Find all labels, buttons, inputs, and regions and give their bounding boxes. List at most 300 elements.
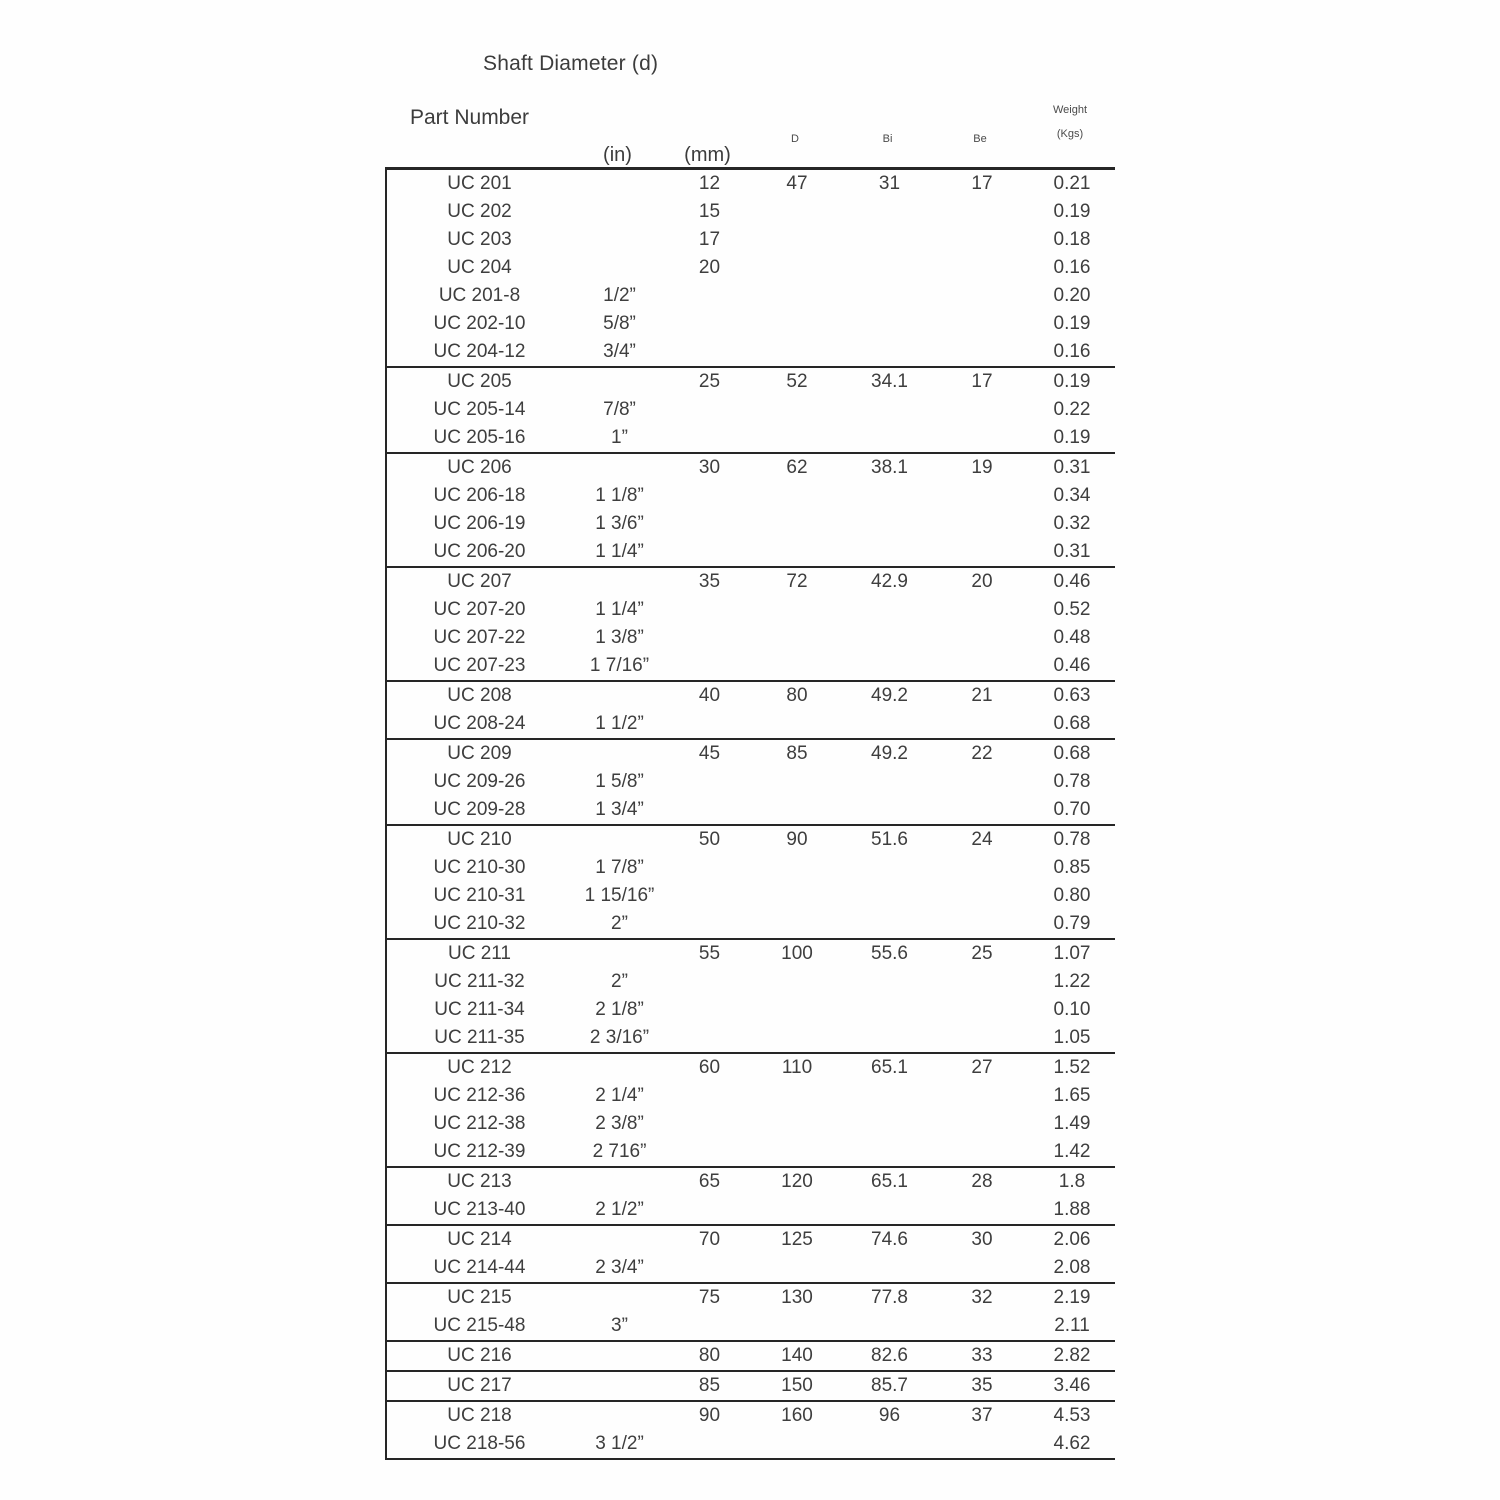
- cell-wt: 0.52: [1053, 599, 1091, 620]
- cell-bi: [842, 510, 937, 538]
- cell-mm: [667, 910, 752, 938]
- table-row: [387, 596, 1115, 624]
- cell-in: [572, 1168, 667, 1196]
- cell-be: [937, 1254, 1027, 1282]
- cell-be: [937, 1312, 1027, 1340]
- cell-wt: 0.19: [1053, 313, 1091, 334]
- cell-in: [572, 368, 667, 396]
- cell-part: UC 212-36: [433, 1085, 526, 1106]
- cell-part: UC 202: [447, 201, 512, 222]
- col-header-weight-line2: (Kgs): [1056, 128, 1084, 140]
- cell-wt: 0.10: [1053, 999, 1091, 1020]
- cell-in: 2 3/16”: [589, 1027, 650, 1048]
- table-group: [387, 1402, 1115, 1460]
- table-group: [387, 454, 1115, 568]
- cell-bi: 34.1: [871, 371, 908, 392]
- cell-bi: 96: [878, 1405, 901, 1426]
- cell-mm: 80: [698, 1345, 721, 1366]
- cell-bi: [842, 910, 937, 938]
- cell-part: UC 208-24: [433, 713, 526, 734]
- cell-be: [937, 882, 1027, 910]
- cell-wt: 0.16: [1053, 257, 1091, 278]
- cell-in: 1 1/8”: [595, 485, 644, 506]
- cell-bi: [842, 596, 937, 624]
- table-row: [387, 1054, 1115, 1082]
- cell-wt: 0.31: [1053, 457, 1091, 478]
- cell-bi: [842, 310, 937, 338]
- cell-part: UC 211-32: [434, 971, 525, 992]
- cell-in: 1 15/16”: [584, 885, 655, 906]
- cell-in: 1”: [611, 427, 628, 448]
- cell-part: UC 209-26: [433, 771, 526, 792]
- cell-part: UC 207-22: [433, 627, 526, 648]
- cell-mm: 25: [698, 371, 721, 392]
- cell-in: 1 3/8”: [595, 627, 644, 648]
- cell-be: [937, 424, 1027, 452]
- cell-be: [937, 910, 1027, 938]
- cell-in: 2 716”: [592, 1141, 647, 1162]
- cell-mm: 17: [698, 229, 721, 250]
- cell-d: [752, 1312, 842, 1340]
- cell-wt: 2.08: [1053, 1257, 1091, 1278]
- cell-d: 72: [786, 571, 808, 592]
- cell-wt: 0.18: [1053, 229, 1091, 250]
- cell-be: [937, 624, 1027, 652]
- table-row: [387, 310, 1115, 338]
- cell-be: [937, 1110, 1027, 1138]
- cell-in: 1 7/8”: [595, 857, 644, 878]
- cell-be: 32: [971, 1287, 993, 1308]
- cell-bi: 38.1: [871, 457, 908, 478]
- col-header-be: Be: [973, 133, 987, 145]
- cell-wt: 0.19: [1053, 427, 1091, 448]
- table-row: [387, 682, 1115, 710]
- table-group: [387, 1168, 1115, 1226]
- cell-wt: 0.78: [1053, 829, 1091, 850]
- table-row: [387, 1082, 1115, 1110]
- cell-part: UC 212: [447, 1057, 512, 1078]
- cell-d: [752, 910, 842, 938]
- cell-d: [752, 624, 842, 652]
- table-row: [387, 1024, 1115, 1052]
- table-group: [387, 1284, 1115, 1342]
- table-row: [387, 396, 1115, 424]
- table-row: [387, 1254, 1115, 1282]
- cell-mm: [667, 1082, 752, 1110]
- cell-be: [937, 1430, 1027, 1458]
- cell-bi: [842, 198, 937, 226]
- cell-be: [937, 1082, 1027, 1110]
- cell-bi: 74.6: [871, 1229, 908, 1250]
- cell-wt: 1.49: [1053, 1113, 1091, 1134]
- cell-wt: 2.19: [1053, 1287, 1091, 1308]
- cell-wt: 0.63: [1053, 685, 1091, 706]
- cell-d: [752, 482, 842, 510]
- cell-be: [937, 796, 1027, 824]
- cell-d: [752, 968, 842, 996]
- cell-mm: [667, 1254, 752, 1282]
- cell-bi: 31: [878, 173, 901, 194]
- table-group: [387, 170, 1115, 368]
- cell-mm: [667, 854, 752, 882]
- col-header-bi: Bi: [882, 133, 893, 145]
- cell-mm: 30: [698, 457, 721, 478]
- cell-be: 20: [971, 571, 993, 592]
- cell-wt: 0.68: [1053, 743, 1091, 764]
- table-row: [387, 940, 1115, 968]
- cell-mm: [667, 510, 752, 538]
- col-header-weight: [1025, 104, 1115, 167]
- cell-bi: [842, 652, 937, 680]
- cell-d: [752, 1430, 842, 1458]
- cell-d: [752, 768, 842, 796]
- cell-part: UC 204-12: [433, 341, 526, 362]
- cell-d: [752, 1110, 842, 1138]
- cell-in: 3”: [611, 1315, 628, 1336]
- cell-in: [572, 170, 667, 198]
- cell-in: 2 1/4”: [595, 1085, 644, 1106]
- cell-part: UC 217: [447, 1375, 512, 1396]
- cell-bi: [842, 968, 937, 996]
- cell-part: UC 205-16: [433, 427, 526, 448]
- cell-in: [572, 1402, 667, 1430]
- table-group: [387, 682, 1115, 740]
- table-row: [387, 454, 1115, 482]
- cell-wt: 1.22: [1053, 971, 1091, 992]
- cell-part: UC 211-35: [434, 1027, 525, 1048]
- cell-mm: [667, 796, 752, 824]
- cell-in: [572, 1226, 667, 1254]
- table-row: [387, 910, 1115, 938]
- cell-be: [937, 338, 1027, 366]
- cell-bi: 42.9: [871, 571, 908, 592]
- cell-d: 62: [786, 457, 808, 478]
- cell-in: 1/2”: [603, 285, 636, 306]
- cell-d: 85: [786, 743, 808, 764]
- table-row: [387, 882, 1115, 910]
- cell-be: [937, 538, 1027, 566]
- cell-in: [572, 1054, 667, 1082]
- table-group: [387, 568, 1115, 682]
- cell-in: 7/8”: [603, 399, 636, 420]
- cell-be: [937, 310, 1027, 338]
- table-row: [387, 1110, 1115, 1138]
- table-body: [385, 167, 1115, 1460]
- cell-bi: [842, 1430, 937, 1458]
- cell-part: UC 216: [447, 1345, 512, 1366]
- cell-d: [752, 538, 842, 566]
- cell-in: 1 1/4”: [595, 599, 644, 620]
- cell-part: UC 210-31: [433, 885, 526, 906]
- cell-d: [752, 396, 842, 424]
- cell-wt: 0.46: [1053, 571, 1091, 592]
- cell-in: [572, 940, 667, 968]
- table-row: [387, 796, 1115, 824]
- cell-wt: 1.52: [1053, 1057, 1091, 1078]
- cell-wt: 1.42: [1053, 1141, 1091, 1162]
- cell-mm: 70: [698, 1229, 721, 1250]
- cell-in: [572, 254, 667, 282]
- cell-be: 22: [971, 743, 993, 764]
- table-row: [387, 424, 1115, 452]
- cell-bi: 82.6: [871, 1345, 908, 1366]
- cell-in: [572, 1342, 667, 1370]
- cell-part: UC 210-32: [433, 913, 526, 934]
- table-group: [387, 1342, 1115, 1372]
- table-header: [385, 100, 1115, 167]
- cell-d: [752, 1024, 842, 1052]
- cell-bi: [842, 338, 937, 366]
- cell-part: UC 212-39: [433, 1141, 526, 1162]
- cell-be: 24: [971, 829, 993, 850]
- cell-bi: [842, 1082, 937, 1110]
- cell-mm: [667, 768, 752, 796]
- col-header-in: (in): [603, 144, 632, 166]
- cell-in: 1 1/4”: [595, 541, 644, 562]
- cell-part: UC 207-23: [433, 655, 526, 676]
- cell-be: 17: [971, 371, 993, 392]
- cell-part: UC 206-20: [433, 541, 526, 562]
- cell-bi: [842, 710, 937, 738]
- cell-in: [572, 1372, 667, 1400]
- cell-part: UC 201-8: [438, 285, 521, 306]
- cell-d: [752, 1082, 842, 1110]
- cell-wt: 4.62: [1053, 1433, 1091, 1454]
- table-row: [387, 1168, 1115, 1196]
- cell-mm: [667, 596, 752, 624]
- cell-bi: [842, 624, 937, 652]
- cell-d: 80: [786, 685, 808, 706]
- cell-d: [752, 310, 842, 338]
- cell-part: UC 205-14: [433, 399, 526, 420]
- cell-wt: 1.8: [1058, 1171, 1086, 1192]
- cell-be: 37: [971, 1405, 993, 1426]
- cell-wt: 1.07: [1053, 943, 1091, 964]
- cell-d: 130: [781, 1287, 813, 1308]
- cell-be: [937, 768, 1027, 796]
- table-group: [387, 740, 1115, 826]
- cell-in: [572, 226, 667, 254]
- table-row: [387, 968, 1115, 996]
- cell-part: UC 206-19: [433, 513, 526, 534]
- cell-bi: 65.1: [871, 1057, 908, 1078]
- cell-d: [752, 652, 842, 680]
- cell-wt: 0.19: [1053, 371, 1091, 392]
- cell-mm: 60: [698, 1057, 721, 1078]
- cell-in: 2 1/8”: [595, 999, 644, 1020]
- table-group: [387, 368, 1115, 454]
- table-row: [387, 198, 1115, 226]
- cell-be: 28: [971, 1171, 993, 1192]
- cell-mm: [667, 968, 752, 996]
- cell-wt: 0.46: [1053, 655, 1091, 676]
- cell-be: [937, 482, 1027, 510]
- cell-be: [937, 396, 1027, 424]
- cell-be: 17: [971, 173, 993, 194]
- cell-in: 2 1/2”: [595, 1199, 644, 1220]
- cell-wt: 0.78: [1053, 771, 1091, 792]
- cell-mm: [667, 1196, 752, 1224]
- cell-d: [752, 996, 842, 1024]
- cell-bi: [842, 882, 937, 910]
- cell-be: [937, 226, 1027, 254]
- cell-be: [937, 854, 1027, 882]
- cell-in: 1 3/4”: [595, 799, 644, 820]
- cell-in: 5/8”: [603, 313, 636, 334]
- cell-bi: [842, 1312, 937, 1340]
- cell-mm: 40: [698, 685, 721, 706]
- table-row: [387, 226, 1115, 254]
- cell-part: UC 207: [447, 571, 512, 592]
- cell-wt: 0.22: [1053, 399, 1091, 420]
- cell-in: 1 5/8”: [595, 771, 644, 792]
- cell-part: UC 211-34: [434, 999, 525, 1020]
- table-row: [387, 1372, 1115, 1400]
- table-row: [387, 1226, 1115, 1254]
- cell-mm: 75: [698, 1287, 721, 1308]
- cell-wt: 0.31: [1053, 541, 1091, 562]
- cell-d: 47: [786, 173, 808, 194]
- cell-d: [752, 510, 842, 538]
- cell-mm: [667, 310, 752, 338]
- cell-wt: 0.85: [1053, 857, 1091, 878]
- cell-bi: 49.2: [871, 743, 908, 764]
- table-row: [387, 1430, 1115, 1458]
- col-header-mm: (mm): [684, 144, 731, 166]
- cell-d: [752, 1138, 842, 1166]
- cell-wt: 2.11: [1054, 1315, 1090, 1336]
- table-row: [387, 1342, 1115, 1370]
- cell-in: 3/4”: [603, 341, 636, 362]
- cell-d: 120: [781, 1171, 813, 1192]
- cell-d: [752, 796, 842, 824]
- cell-d: [752, 424, 842, 452]
- cell-part: UC 214-44: [433, 1257, 526, 1278]
- cell-part: UC 215: [447, 1287, 512, 1308]
- table-row: [387, 624, 1115, 652]
- cell-mm: 55: [698, 943, 721, 964]
- cell-d: 140: [781, 1345, 813, 1366]
- cell-d: [752, 226, 842, 254]
- table-row: [387, 768, 1115, 796]
- cell-d: 52: [786, 371, 808, 392]
- cell-in: 2 3/4”: [595, 1257, 644, 1278]
- cell-bi: [842, 254, 937, 282]
- cell-mm: [667, 1138, 752, 1166]
- table-row: [387, 338, 1115, 366]
- cell-mm: [667, 1430, 752, 1458]
- cell-in: [572, 1284, 667, 1312]
- cell-wt: 0.79: [1053, 913, 1091, 934]
- cell-wt: 0.34: [1053, 485, 1091, 506]
- cell-bi: [842, 226, 937, 254]
- cell-mm: [667, 710, 752, 738]
- cell-mm: 65: [698, 1171, 721, 1192]
- cell-in: 2”: [611, 913, 628, 934]
- cell-bi: 85.7: [871, 1375, 908, 1396]
- cell-be: 35: [971, 1375, 993, 1396]
- col-header-part-number: Part Number: [410, 106, 530, 129]
- cell-be: [937, 968, 1027, 996]
- cell-mm: [667, 538, 752, 566]
- cell-be: 30: [971, 1229, 993, 1250]
- table-row: [387, 1402, 1115, 1430]
- cell-mm: [667, 482, 752, 510]
- cell-bi: [842, 796, 937, 824]
- table-row: [387, 1138, 1115, 1166]
- table-row: [387, 510, 1115, 538]
- cell-part: UC 213-40: [433, 1199, 526, 1220]
- cell-part: UC 212-38: [433, 1113, 526, 1134]
- cell-mm: [667, 882, 752, 910]
- cell-bi: 55.6: [871, 943, 908, 964]
- cell-bi: [842, 282, 937, 310]
- cell-bi: [842, 1254, 937, 1282]
- cell-d: [752, 854, 842, 882]
- table-row: [387, 538, 1115, 566]
- cell-be: [937, 652, 1027, 680]
- cell-d: 110: [781, 1057, 813, 1078]
- cell-part: UC 209-28: [433, 799, 526, 820]
- cell-part: UC 211: [447, 943, 511, 964]
- cell-part: UC 213: [447, 1171, 512, 1192]
- cell-mm: [667, 1312, 752, 1340]
- cell-wt: 3.46: [1053, 1375, 1091, 1396]
- cell-part: UC 210: [447, 829, 512, 850]
- table-row: [387, 1284, 1115, 1312]
- cell-mm: 35: [698, 571, 721, 592]
- cell-wt: 0.48: [1053, 627, 1091, 648]
- cell-d: 125: [781, 1229, 813, 1250]
- table-group: [387, 940, 1115, 1054]
- cell-wt: 0.16: [1053, 341, 1091, 362]
- cell-mm: [667, 424, 752, 452]
- cell-part: UC 207-20: [433, 599, 526, 620]
- cell-be: [937, 254, 1027, 282]
- table-row: [387, 282, 1115, 310]
- cell-d: [752, 254, 842, 282]
- table-title: Shaft Diameter (d): [483, 52, 659, 75]
- cell-in: [572, 454, 667, 482]
- cell-be: 25: [971, 943, 993, 964]
- col-header-d: D: [791, 133, 799, 145]
- cell-be: 33: [971, 1345, 993, 1366]
- cell-part: UC 214: [447, 1229, 512, 1250]
- cell-mm: [667, 338, 752, 366]
- cell-d: 150: [781, 1375, 813, 1396]
- cell-be: [937, 710, 1027, 738]
- cell-be: [937, 996, 1027, 1024]
- cell-mm: [667, 996, 752, 1024]
- cell-part: UC 218: [447, 1405, 512, 1426]
- cell-in: 3 1/2”: [595, 1433, 644, 1454]
- table-group: [387, 1372, 1115, 1402]
- cell-bi: 65.1: [871, 1171, 908, 1192]
- cell-d: 100: [781, 943, 813, 964]
- cell-part: UC 210-30: [433, 857, 526, 878]
- cell-d: 160: [781, 1405, 813, 1426]
- cell-be: [937, 596, 1027, 624]
- cell-bi: 77.8: [871, 1287, 908, 1308]
- cell-mm: 15: [698, 201, 721, 222]
- table-row: [387, 996, 1115, 1024]
- cell-part: UC 208: [447, 685, 512, 706]
- cell-mm: 20: [698, 257, 721, 278]
- cell-wt: 1.05: [1053, 1027, 1091, 1048]
- cell-bi: [842, 996, 937, 1024]
- cell-bi: [842, 1110, 937, 1138]
- cell-part: UC 204: [447, 257, 512, 278]
